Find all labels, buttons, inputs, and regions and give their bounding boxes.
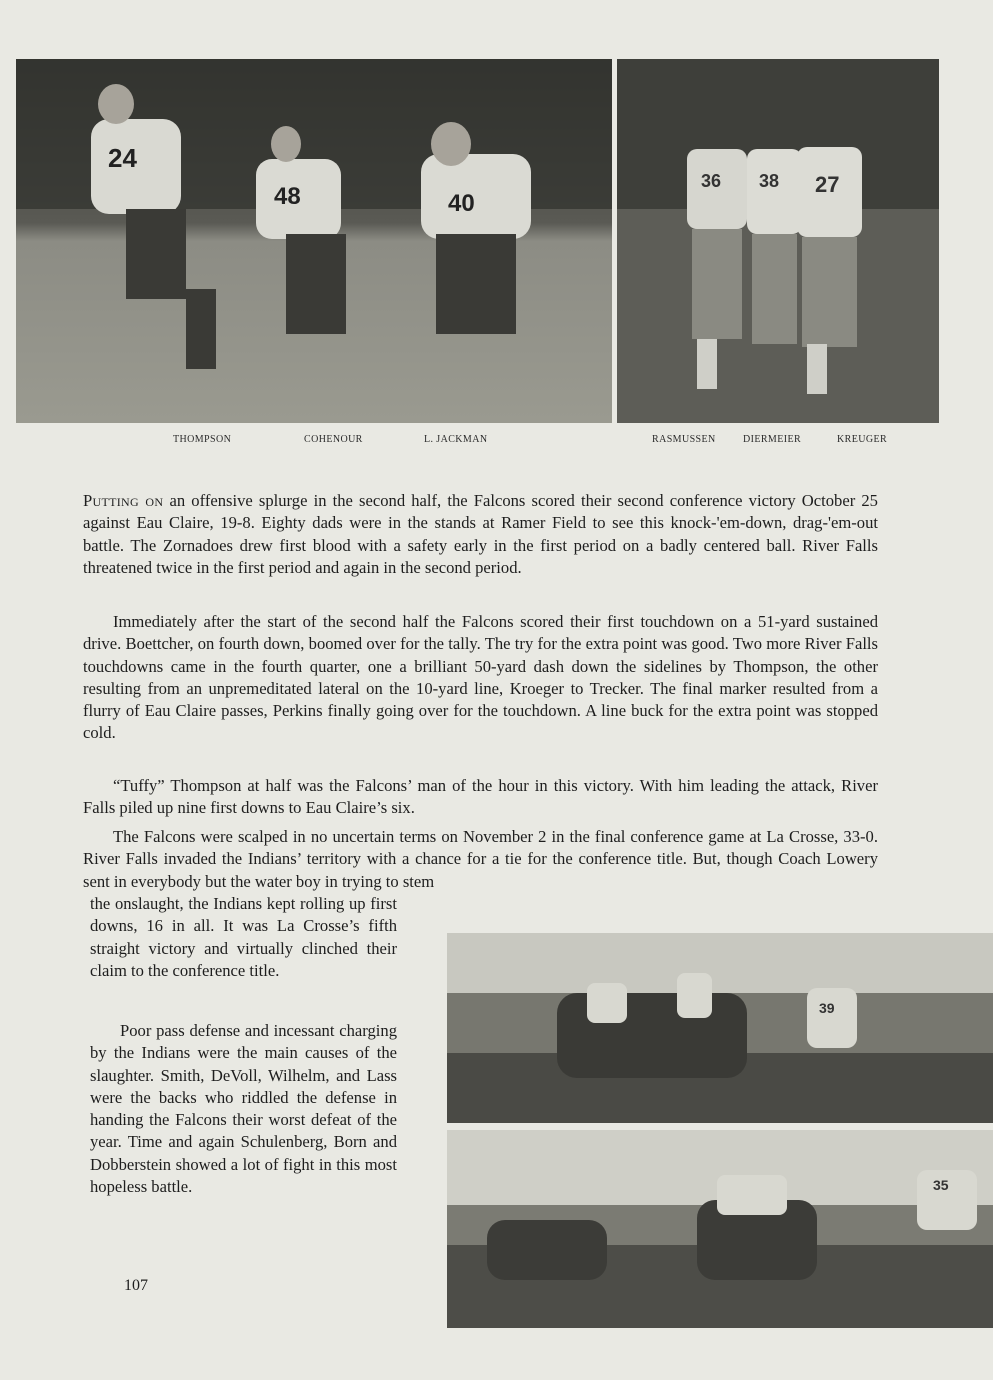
paragraph-text: Poor pass defense and incessant charging by the Indians were the main causes of the slaughter. Smith, DeVoll, Wilhelm, and Lass were the backs who riddled the defense in handing the Falcons their worst defeat of the year. Time and again Schulenberg, Born and Dobberstein showed a lot of fight in this most hopeless battle.	[90, 1021, 397, 1197]
jersey-number: 27	[815, 172, 840, 197]
jersey-number: 39	[819, 1000, 835, 1016]
paragraph-text: Immediately after the start of the second half the Falcons scored their first touchdown on a 51-yard sustained drive. Boettcher, on fourth down, boomed over for the tally. The try for the extra point was good. Two more River Falls touchdowns came in the fourth quarter, one a brilliant 50-yard dash down the sidelines by Thompson, the other resulting from an unpremeditated lateral on the 10-yard line, Kroeger to Trecker. The final marker resulted from a flurry of Eau Claire passes, Perkins finally going over for the touchdown. A line buck for the extra point was stopped cold.	[83, 612, 878, 743]
caption-thompson: THOMPSON	[173, 434, 232, 445]
article-paragraph-2	[83, 611, 878, 745]
jersey-number: 35	[933, 1177, 949, 1193]
caption-l-jackman: L. JACKMAN	[424, 434, 488, 445]
article-paragraph-3	[83, 775, 878, 820]
jersey-number: 48	[274, 183, 301, 210]
paragraph-lead-in: Putting on	[83, 491, 164, 510]
caption-diermeier: DIERMEIER	[743, 434, 802, 445]
paragraph-text: an offensive splurge in the second half, the Falcons scored their second conference victory October 25 against Eau Claire, 19-8. Eighty dads were in the stands at Ramer Field to see this knock-'em-down, drag-'em-out battle. The Zornadoes drew first blood with a safety early in the first period on a badly centered ball. River Falls threatened twice in the first period and again in the second period.	[83, 491, 878, 577]
jersey-number: 24	[108, 143, 137, 173]
page-number: 107	[124, 1277, 148, 1294]
jersey-number: 40	[448, 190, 475, 217]
article-paragraph-1	[83, 490, 878, 579]
photo-standing-players	[617, 59, 939, 423]
paragraph-text: the onslaught, the Indians kept rolling up first downs, 16 in all. It was La Crosse’s fifth straight victory and virtually clinched their claim to the conference title.	[90, 894, 397, 980]
paragraph-text: The Falcons were scalped in no uncertain terms on November 2 in the final conference game at La Crosse, 33-0. River Falls invaded the Indians’ territory with a chance for a tie for the conference title. But, though Coach Lowery sent in everybody but the water boy in trying to stem	[83, 827, 878, 891]
photo-game-action-lower	[447, 1130, 993, 1328]
paragraph-text: “Tuffy” Thompson at half was the Falcons’ man of the hour in this victory. With him leading the attack, River Falls piled up nine first downs to Eau Claire’s six.	[83, 776, 878, 818]
article-paragraph-4	[83, 826, 878, 893]
article-paragraph-4-continued	[90, 893, 397, 982]
caption-rasmussen: RASMUSSEN	[652, 434, 716, 445]
jersey-number: 38	[759, 171, 780, 191]
photo-game-action-upper	[447, 933, 993, 1123]
caption-cohenour: COHENOUR	[304, 434, 363, 445]
jersey-number: 36	[701, 171, 722, 191]
caption-kreuger: KREUGER	[837, 434, 888, 445]
article-paragraph-5	[90, 1020, 397, 1198]
photo-running-players	[16, 59, 612, 423]
